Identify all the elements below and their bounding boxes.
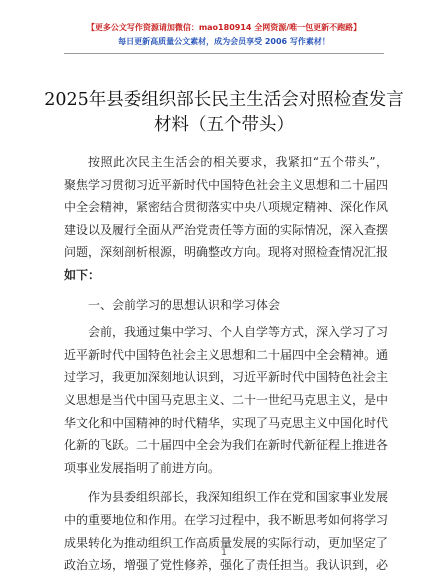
- promo-banner-line-2: 每日更新高质量公文素材，成为会员享受 2006 写作素材！: [118, 37, 330, 46]
- paragraph-2: 作为县委组织部长，我深知组织工作在党和国家事业发展中的重要地位和作用。在学习过程中，我不断思考如何将学习成果转化为推动组织工作高质量发展的实际行动，更加坚定了政治立场，增强了党性修养，强化了责任担当。我认识到，必: [64, 490, 389, 573]
- section-heading-1: 一、会前学习的思想认识和学习体会: [88, 297, 281, 312]
- paragraph-gap: [64, 479, 388, 486]
- paragraph-1: 会前，我通过集中学习、个人自学等方式，深入学习了习近平新时代中国特色社会主义思想和二十届四中全会精神。通过学习，我更加深刻地认识到，习近平新时代中国特色社会主义思想是当代中国马克思主义、二十一世纪马克思主义，是中华文化和中国精神的时代精华，实现了马克思主义中国化时代化新的飞跃。二十届四中全会为我们在新时代新征程上推进各项事业发展指明了前进方向。: [64, 325, 389, 475]
- intro-paragraph: [64, 151, 388, 287]
- document-title: [40, 88, 408, 138]
- document-title-line-1: 2025年县委组织部长民主生活会对照检查发言: [44, 90, 404, 110]
- page-number: 1: [221, 548, 227, 558]
- document-title-line-2: 材料（五个带头）: [154, 115, 294, 135]
- intro-end-text: 如下：: [64, 267, 101, 282]
- intro-text: 按照此次民主生活会的相关要求，我紧扣“五个带头”，聚焦学习贯彻习近平新时代中国特色社会主义思想和二十届四中全会精神，紧密结合贯彻落实中央八项规定精神、深化作风建设以及履行全面从严治党责任等方面的实际情况，深入查摆问题，深刻剖析根源，明确整改方向。现将对照检查情况汇报: [64, 155, 389, 260]
- document-body: [64, 151, 388, 577]
- promo-banner: [0, 15, 448, 48]
- header-divider: [64, 53, 384, 54]
- promo-banner-line-1: 【更多公文写作资源请加微信：mao180914 全网资源/唯一包更新不跑路】: [86, 23, 362, 32]
